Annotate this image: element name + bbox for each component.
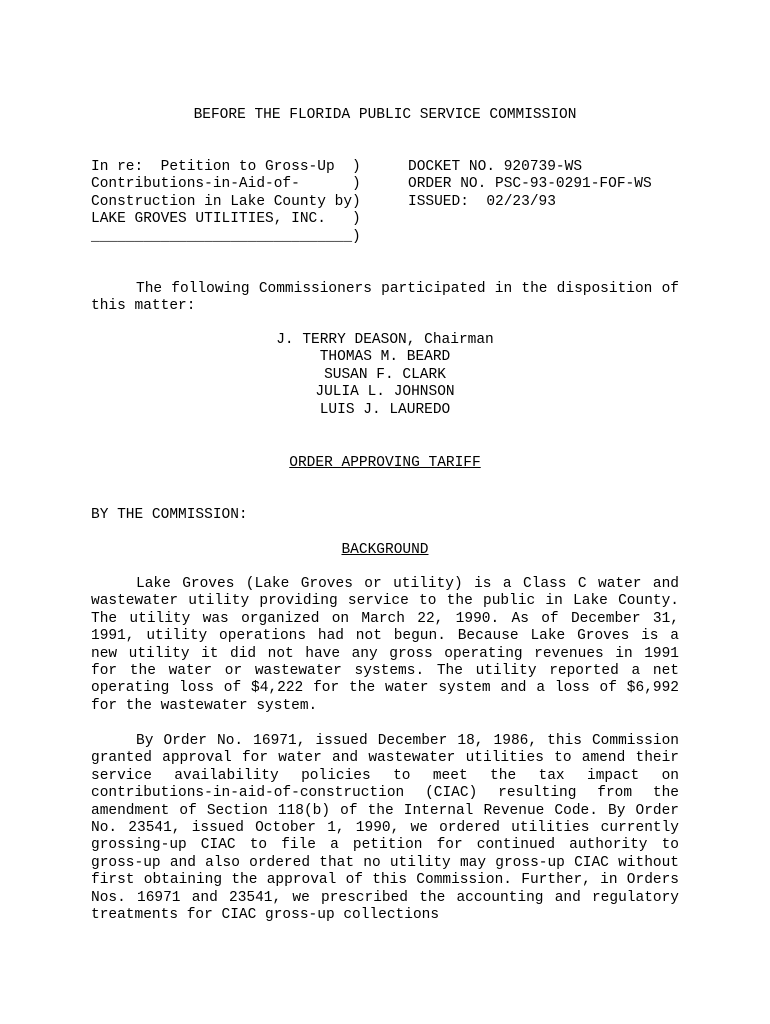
body-paragraph-2: By Order No. 16971, issued December 18, 1986, this Commission granted approval for water and wastewater utilities to amend their service availability policies to meet the tax impact on contributions-in-aid-of-construction (CIAC) resulting from the amendment of Section 118(b) of the Internal Revenue Code. By Order No. 23541, issued October 1, 1990, we ordered utilities currently grossing-up CIAC to file a petition for continued authority to gross-up and also ordered that no utility may gross-up CIAC without first obtaining the approval of this Commission. Further, in Orders Nos. 16971 and 23541, we prescribed the accounting and regulatory treatments for CIAC gross-up collections <box>91 733 679 924</box>
commissioner-name: JULIA L. JOHNSON <box>315 384 455 401</box>
caption-line: In re: Petition to Gross-Up ) <box>91 159 361 175</box>
body-paragraph-1: Lake Groves (Lake Groves or utility) is a Class C water and wastewater utility providing service to the public in Lake County. The utility was organized on March 22, 1990. As of December 31, 1991, utility operations had not begun. Because Lake Groves is a new utility it did not have any gross operating revenues in 1991 for the water or wastewater systems. The utility reported a net operating loss of $4,222 for the water system and a loss of $6,992 for the wastewater system. <box>91 576 679 714</box>
order-number: ORDER NO. PSC-93-0291-FOF-WS <box>408 176 652 193</box>
order-title: ORDER APPROVING TARIFF <box>289 455 481 471</box>
commissioner-name: LUIS J. LAUREDO <box>319 401 451 418</box>
caption-line: Construction in Lake County by) <box>91 193 361 210</box>
intro-paragraph: The following Commissioners participated in the disposition of this matter: <box>91 281 679 315</box>
commissioner-name: THOMAS M. BEARD <box>319 349 451 366</box>
docket-info <box>408 159 652 211</box>
background-heading: BACKGROUND <box>341 542 429 558</box>
by-the-commission: BY THE COMMISSION: <box>91 507 248 523</box>
order-title-wrap <box>91 455 679 472</box>
commissioner-name: SUSAN F. CLARK <box>324 366 446 383</box>
commissioner-list <box>91 332 679 419</box>
background-heading-wrap <box>91 542 679 559</box>
caption-line: ______________________________) <box>91 228 361 245</box>
issued-date: ISSUED: 02/23/93 <box>408 193 556 210</box>
caption-line: Contributions-in-Aid-of- ) <box>91 176 361 193</box>
case-caption <box>91 159 361 246</box>
commissioner-name: J. TERRY DEASON, Chairman <box>276 332 494 348</box>
caption-line: LAKE GROVES UTILITIES, INC. ) <box>91 211 361 228</box>
commission-heading: BEFORE THE FLORIDA PUBLIC SERVICE COMMISSION <box>193 107 577 123</box>
docket-number: DOCKET NO. 920739-WS <box>408 159 583 175</box>
